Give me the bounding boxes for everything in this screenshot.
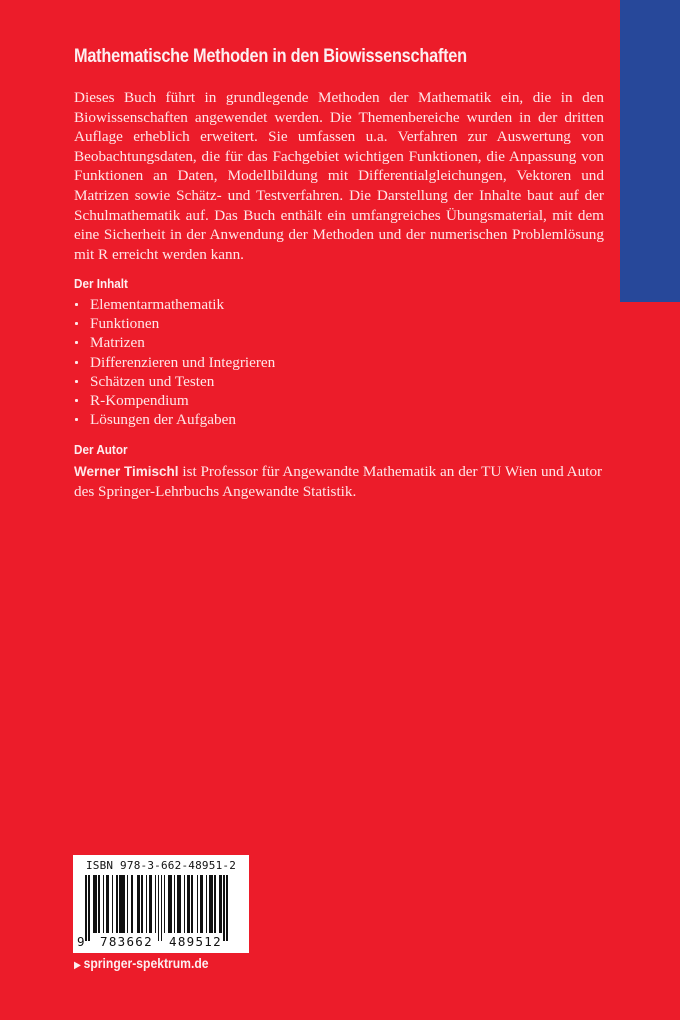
bullet-icon: [75, 418, 78, 421]
contents-list: [74, 295, 275, 429]
publisher-website[interactable]: [74, 956, 209, 971]
bullet-icon: [75, 399, 78, 402]
bullet-icon: [75, 380, 78, 383]
list-item: Differenzieren und Integrieren: [74, 353, 275, 372]
book-description: Dieses Buch führt in grundlegende Methoden der Mathematik ein, die in den Biowissenschaften angewendet werden. Die Themenbereiche wurden in der dritten Auflage erheblich erweitert. Sie umfassen u.a. Verfahren zur Auswertung von Beobachtungsdaten, die für das Fachgebiet wichtigen Funktionen, die Anpassung von Funktionen an Daten, Modellbildung mit Differentialgleichungen, Vektoren und Matrizen sowie Schätz- und Testverfahren. Die Darstellung der Inhalte baut auf der Schulmathematik auf. Das Buch enthält ein umfangreiches Übungsmaterial, mit dem eine Sicherheit in der Anwendung der Methoden und der numerischen Problemlösung mit R erreicht werden kann.: [74, 89, 604, 263]
bullet-icon: [75, 322, 78, 325]
list-item: R-Kompendium: [74, 391, 275, 410]
list-item: Lösungen der Aufgaben: [74, 410, 275, 429]
author-name: Werner Timischl: [74, 464, 179, 479]
book-title: Mathematische Methoden in den Biowissenschaften: [74, 46, 467, 67]
website-link[interactable]: springer-spektrum.de: [83, 956, 209, 971]
list-item: Elementarmathematik: [74, 295, 275, 314]
arrow-right-icon: ▶: [74, 960, 81, 971]
bullet-icon: [75, 303, 78, 306]
author-description: ist Professor für Angewandte Mathematik an der TU Wien und Autor des Springer-Lehrbuchs Angewandte Statistik.: [74, 463, 603, 500]
barcode-bars: [85, 875, 239, 937]
blue-accent-bar: [620, 0, 680, 302]
bullet-icon: [75, 341, 78, 344]
isbn-label: ISBN 978-3-662-48951-2: [85, 859, 237, 872]
list-item: Matrizen: [74, 333, 275, 352]
list-item: Schätzen und Testen: [74, 372, 275, 391]
isbn-barcode: ISBN 978-3-662-48951-2 9 783662 489512: [73, 855, 249, 953]
list-item: Funktionen: [74, 314, 275, 333]
bullet-icon: [75, 361, 78, 364]
contents-heading: Der Inhalt: [74, 276, 128, 291]
author-bio: [74, 462, 614, 501]
author-heading: Der Autor: [74, 442, 128, 457]
